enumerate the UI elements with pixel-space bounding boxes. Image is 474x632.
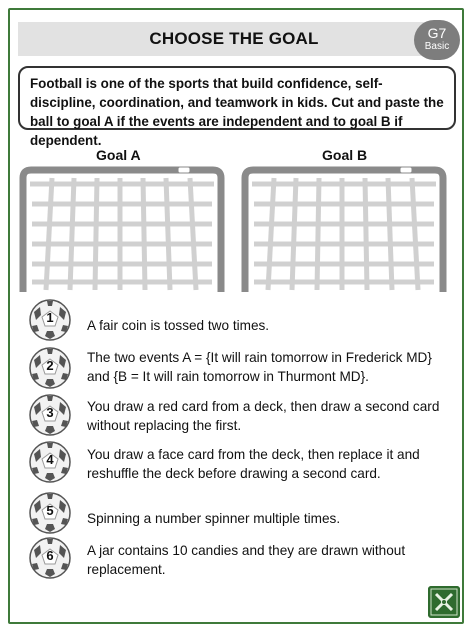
goal-a-net[interactable] bbox=[18, 166, 226, 294]
page-title: CHOOSE THE GOAL bbox=[149, 29, 319, 48]
question-3 bbox=[28, 393, 458, 439]
question-text: You draw a face card from the deck, then replace it and reshuffle the deck before drawing a second card. bbox=[87, 447, 420, 481]
goal-b-label: Goal B bbox=[322, 147, 368, 163]
question-text: A jar contains 10 candies and they are drawn without replacement. bbox=[87, 543, 406, 577]
difficulty-level: Basic bbox=[424, 41, 450, 52]
goal-a-label: Goal A bbox=[96, 147, 141, 163]
soccer-goal-icon bbox=[245, 167, 443, 292]
goal-b-net[interactable] bbox=[240, 166, 448, 294]
question-number: 6 bbox=[46, 548, 54, 563]
question-number: 2 bbox=[46, 358, 54, 373]
question-4 bbox=[28, 440, 458, 486]
question-text: A fair coin is tossed two times. bbox=[87, 318, 270, 333]
question-text: Spinning a number spinner multiple times. bbox=[87, 511, 341, 526]
question-number: 1 bbox=[46, 310, 54, 325]
question-text: The two events A = {It will rain tomorrow in Frederick MD} and {B = It will rain tomorrow in Thurmont MD}. bbox=[87, 350, 432, 384]
question-1 bbox=[28, 298, 458, 344]
question-number: 5 bbox=[46, 503, 54, 518]
instructions-box: Football is one of the sports that build confidence, self-discipline, coordination, and teamwork in kids. Cut and paste the ball to goal A if the events are independent and to goal B if dependent. bbox=[18, 66, 456, 130]
question-text: You draw a red card from a deck, then draw a second card without replacing the first. bbox=[87, 399, 440, 433]
crossed-tools-logo-icon bbox=[428, 586, 460, 618]
question-number: 3 bbox=[46, 405, 54, 420]
question-number: 4 bbox=[46, 452, 54, 467]
soccer-goal-icon bbox=[23, 167, 221, 292]
grade-level: G7 bbox=[427, 25, 447, 41]
question-5 bbox=[28, 491, 458, 537]
title-bar bbox=[18, 22, 450, 56]
grade-badge bbox=[414, 20, 460, 60]
question-6 bbox=[28, 536, 458, 582]
question-2 bbox=[28, 346, 458, 392]
